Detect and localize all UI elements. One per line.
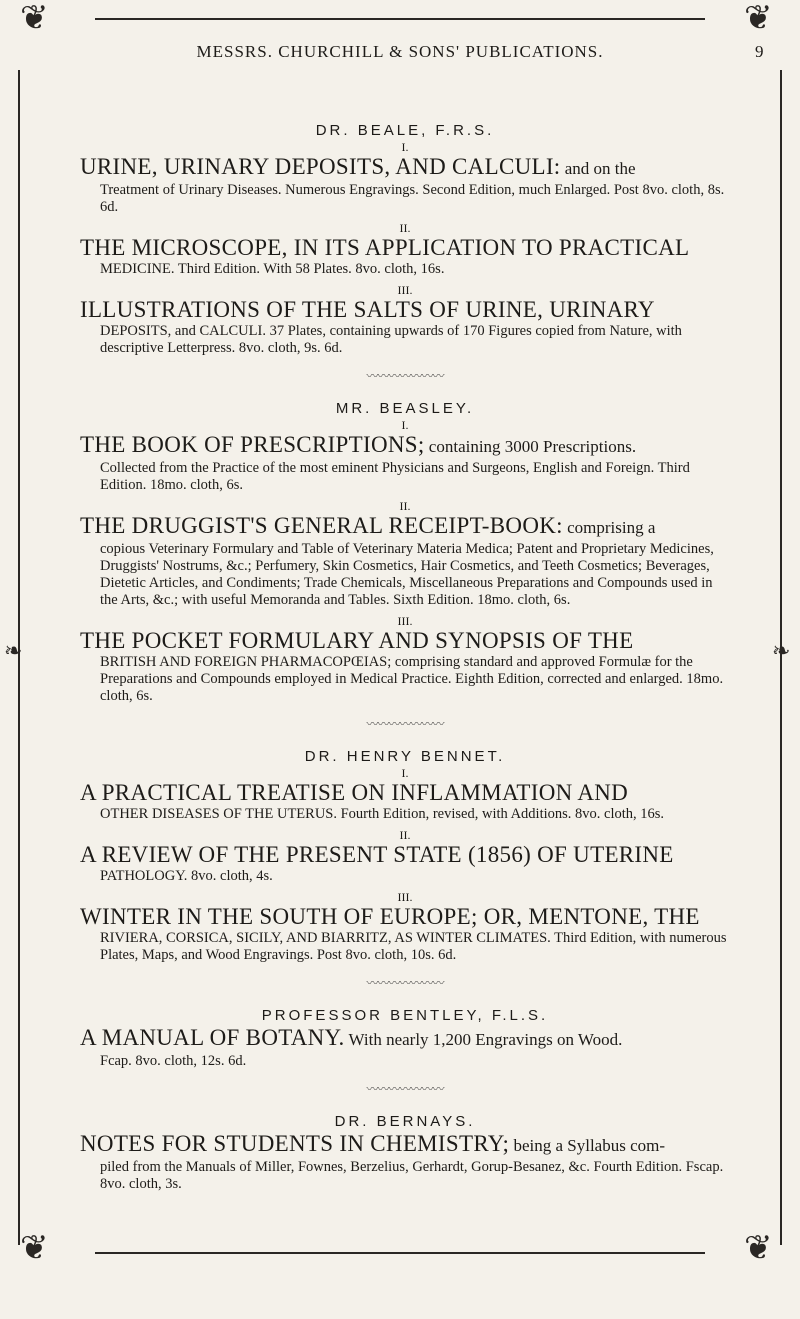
title-main: THE POCKET FORMULARY AND SYNOPSIS OF THE xyxy=(80,628,634,653)
publication-title xyxy=(80,234,730,261)
entry-numeral: I. xyxy=(401,418,409,432)
publication-title xyxy=(80,296,730,323)
entry-numeral: I. xyxy=(401,766,409,780)
publication-entry xyxy=(80,141,730,216)
author-section xyxy=(80,1007,730,1097)
author-section xyxy=(80,1113,730,1193)
publication-description: copious Veterinary Formulary and Table of Veterinary Materia Medica; Patent and Proprietary Medicines, Druggists' Nostrums, &c.; Perfumery, Skin Cosmetics, Hair Cosmetics, and Teeth Cosmetics; Beverages, Dietetic Articles, and Condiments; Trade Chemicals, Miscellaneous Preparations and Compounds used in the Arts, &c.; with useful Memoranda and Tables. Sixth Edition. 18mo. cloth, 6s. xyxy=(100,541,714,608)
publication-entry xyxy=(80,891,730,964)
publication-description: Collected from the Practice of the most eminent Physicians and Surgeons, English and Foreign. Third Edition. 18mo. cloth, 6s. xyxy=(100,460,690,493)
author-name: PROFESSOR BENTLEY, F.L.S. xyxy=(261,1007,549,1024)
publication-entry xyxy=(80,615,730,705)
section-separator: 〰〰〰〰〰〰〰 xyxy=(366,1082,444,1096)
publication-description: BRITISH AND FOREIGN PHARMACOPŒIAS; comprising standard and approved Formulæ for the Preparations and Compounds employed in Medical Practice. Eighth Edition, corrected and enlarged. 18mo. cloth, 6s. xyxy=(100,654,724,704)
publication-list xyxy=(80,122,730,1199)
title-main: THE DRUGGIST'S GENERAL RECEIPT-BOOK: xyxy=(80,513,563,538)
title-main: THE BOOK OF PRESCRIPTIONS; xyxy=(80,432,425,457)
publication-entry xyxy=(80,1024,730,1070)
publication-entry xyxy=(80,222,730,278)
corner-ornament-icon: ❦ xyxy=(20,0,49,37)
publication-title xyxy=(80,431,730,460)
author-section xyxy=(80,748,730,991)
publication-title xyxy=(80,779,730,806)
publication-description: PATHOLOGY. 8vo. cloth, 4s. xyxy=(100,868,273,884)
publication-entry xyxy=(80,419,730,494)
publication-description: DEPOSITS, and CALCULI. 37 Plates, containing upwards of 170 Figures copied from Nature, with descriptive Letterpress. 8vo. cloth, 9s. 6d. xyxy=(100,323,682,356)
publication-entry xyxy=(80,284,730,357)
section-separator: 〰〰〰〰〰〰〰 xyxy=(366,976,444,990)
section-separator: 〰〰〰〰〰〰〰 xyxy=(366,717,444,731)
side-ornament-icon: ❧ xyxy=(4,638,23,663)
author-section xyxy=(80,122,730,384)
publication-description: piled from the Manuals of Miller, Fownes, Berzelius, Gerhardt, Gorup-Besanez, &c. Fourth Edition. Fscap. 8vo. cloth, 3s. xyxy=(100,1159,724,1192)
publication-title xyxy=(80,153,730,182)
corner-ornament-icon: ❦ xyxy=(744,1230,773,1267)
title-continuation: comprising a xyxy=(562,518,656,537)
entry-numeral: I. xyxy=(401,140,409,154)
author-name: DR. BERNAYS. xyxy=(334,1113,476,1130)
publication-entry xyxy=(80,829,730,885)
title-main: NOTES FOR STUDENTS IN CHEMISTRY; xyxy=(80,1131,510,1156)
publication-entry xyxy=(80,767,730,823)
top-rule xyxy=(95,18,705,20)
entry-numeral: III. xyxy=(397,890,413,904)
author-name: MR. BEASLEY. xyxy=(335,400,475,417)
publication-description: Treatment of Urinary Diseases. Numerous Engravings. Second Edition, much Enlarged. Post 8vo. cloth, 8s. 6d. xyxy=(100,182,725,215)
publication-entry xyxy=(80,1130,730,1193)
entry-numeral: II. xyxy=(399,828,411,842)
corner-ornament-icon: ❦ xyxy=(20,1230,49,1267)
publication-entry xyxy=(80,500,730,609)
publication-title xyxy=(80,1024,730,1053)
corner-ornament-icon: ❦ xyxy=(744,0,773,37)
section-separator: 〰〰〰〰〰〰〰 xyxy=(366,369,444,383)
publication-description: OTHER DISEASES OF THE UTERUS. Fourth Edition, revised, with Additions. 8vo. cloth, 16s. xyxy=(100,806,665,822)
author-section xyxy=(80,400,730,732)
publication-description: Fcap. 8vo. cloth, 12s. 6d. xyxy=(100,1053,247,1069)
publication-description: RIVIERA, CORSICA, SICILY, AND BIARRITZ, AS WINTER CLIMATES. Third Edition, with numerous Plates, Maps, and Wood Engravings. Post 8vo. cloth, 10s. 6d. xyxy=(100,930,727,963)
title-continuation: and on the xyxy=(560,159,636,178)
publication-description: MEDICINE. Third Edition. With 58 Plates. 8vo. cloth, 16s. xyxy=(100,261,445,277)
author-name: DR. HENRY BENNET. xyxy=(304,748,506,765)
publication-title xyxy=(80,627,730,654)
title-continuation: With nearly 1,200 Engravings on Wood. xyxy=(344,1030,623,1049)
entry-numeral: III. xyxy=(397,283,413,297)
title-main: THE MICROSCOPE, IN ITS APPLICATION TO PRACTICAL xyxy=(80,235,690,260)
running-header: MESSRS. CHURCHILL & SONS' PUBLICATIONS. xyxy=(196,42,604,61)
title-main: WINTER IN THE SOUTH OF EUROPE; OR, MENTONE, THE xyxy=(80,904,700,929)
publication-title xyxy=(80,841,730,868)
title-main: A MANUAL OF BOTANY. xyxy=(80,1025,345,1050)
page-number: 9 xyxy=(755,42,764,61)
title-continuation: containing 3000 Prescriptions. xyxy=(424,437,637,456)
entry-numeral: II. xyxy=(399,221,411,235)
side-ornament-icon: ❧ xyxy=(772,638,791,663)
publication-title xyxy=(80,903,730,930)
title-main: ILLUSTRATIONS OF THE SALTS OF URINE, URINARY xyxy=(80,297,655,322)
publication-title xyxy=(80,1130,730,1159)
bottom-rule xyxy=(95,1252,705,1254)
author-name: DR. BEALE, F.R.S. xyxy=(315,122,495,139)
publication-title xyxy=(80,512,730,541)
title-main: A PRACTICAL TREATISE ON INFLAMMATION AND xyxy=(80,780,629,805)
title-continuation: being a Syllabus com- xyxy=(509,1136,666,1155)
title-main: A REVIEW OF THE PRESENT STATE (1856) OF UTERINE xyxy=(80,842,674,867)
entry-numeral: II. xyxy=(399,499,411,513)
entry-numeral: III. xyxy=(397,614,413,628)
title-main: URINE, URINARY DEPOSITS, AND CALCULI: xyxy=(80,154,561,179)
